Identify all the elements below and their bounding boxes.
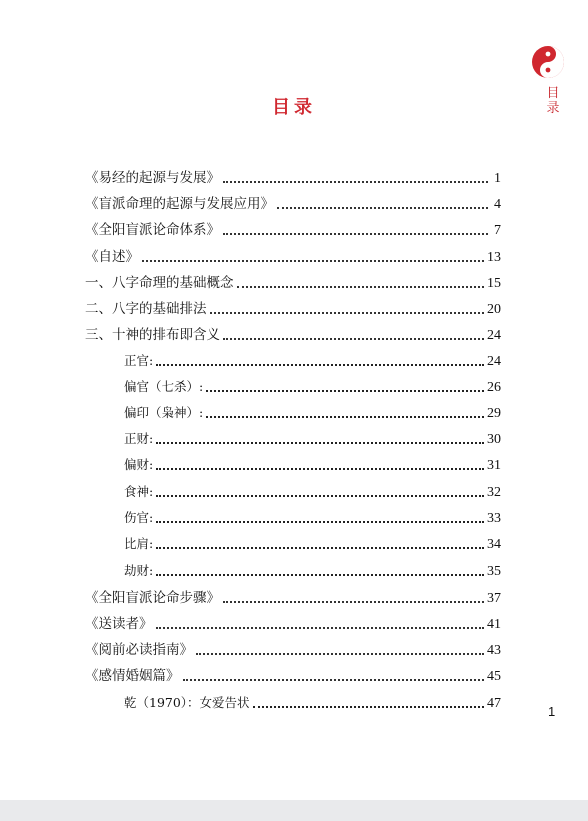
toc-entry-label: 一、八字命理的基础概念 (85, 275, 234, 291)
toc-leader-dots (156, 442, 484, 444)
toc-entry-label: 偏印（枭神）: (124, 405, 204, 420)
toc-entry-label: 《盲派命理的起源与发展应用》 (85, 196, 274, 212)
toc-entry-page: 32 (487, 485, 501, 500)
toc-entry-label: 正官: (124, 353, 154, 368)
toc-leader-dots (223, 233, 488, 235)
toc-entry-page: 1 (494, 171, 501, 186)
toc-entry[interactable] (85, 247, 501, 267)
toc-leader-dots (156, 364, 484, 366)
toc-entry-page: 37 (487, 591, 501, 606)
toc-entry[interactable] (124, 403, 501, 423)
toc-leader-dots (156, 495, 484, 497)
toc-entry[interactable] (124, 508, 501, 528)
page-number: 1 (548, 704, 556, 719)
toc-entry-page: 43 (487, 643, 501, 658)
toc-leader-dots (223, 181, 488, 183)
toc-entry-page: 31 (487, 458, 501, 473)
toc-entry-page: 24 (487, 354, 501, 369)
side-label-char-2: 录 (546, 101, 560, 116)
toc-entry-label: 《感情婚姻篇》 (85, 668, 180, 684)
toc-entry-label: 正财: (124, 431, 154, 446)
toc-entry[interactable] (85, 640, 501, 660)
toc-entry-page: 30 (487, 432, 501, 447)
toc-leader-dots (206, 416, 484, 418)
side-label-char-1: 目 (546, 86, 560, 101)
toc-leader-dots (210, 312, 485, 314)
toc-leader-dots (156, 547, 484, 549)
toc-entry[interactable] (85, 614, 501, 634)
toc-entry[interactable] (124, 534, 501, 554)
toc-leader-dots (223, 601, 484, 603)
toc-leader-dots (156, 627, 485, 629)
toc-entry-label: 伤官: (124, 510, 154, 525)
toc-entry[interactable] (124, 455, 501, 475)
toc-entry[interactable] (124, 351, 501, 371)
toc-entry-label: 乾（1970）：女爱告状 (124, 695, 250, 710)
toc-entry-page: 24 (487, 328, 501, 343)
toc-entry-page: 47 (487, 696, 501, 711)
toc-entry[interactable] (85, 588, 501, 608)
toc-entry-page: 26 (487, 380, 501, 395)
page-title: 目录 (272, 97, 316, 118)
toc-entry-label: 《易经的起源与发展》 (85, 170, 220, 186)
toc-entry-label: 《阅前必读指南》 (85, 642, 193, 658)
toc-entry-page: 20 (487, 302, 501, 317)
toc-entry[interactable] (85, 666, 501, 686)
toc-entry[interactable] (124, 693, 501, 713)
toc-leader-dots (156, 521, 484, 523)
toc-entry-label: 比肩: (124, 536, 154, 551)
toc-leader-dots (183, 679, 485, 681)
toc-leader-dots (156, 468, 484, 470)
toc-entry-page: 33 (487, 511, 501, 526)
toc-entry-label: 《自述》 (85, 249, 139, 265)
toc-entry-label: 三、十神的排布即含义 (85, 327, 220, 343)
toc-entry-label: 食神: (124, 484, 154, 499)
toc-leader-dots (237, 286, 485, 288)
toc-entry-page: 4 (494, 197, 501, 212)
toc-entry-label: 偏财: (124, 457, 154, 472)
toc-entry-label: 劫财: (124, 563, 154, 578)
toc-entry[interactable] (85, 273, 501, 293)
toc-entry-label: 偏官（七杀）: (124, 379, 204, 394)
toc-leader-dots (196, 653, 484, 655)
toc-entry[interactable] (85, 194, 501, 214)
toc-leader-dots (142, 260, 484, 262)
toc-entry-page: 29 (487, 406, 501, 421)
toc-entry-label: 《全阳盲派论命步骤》 (85, 590, 220, 606)
toc-leader-dots (277, 207, 488, 209)
toc-entry-page: 41 (487, 617, 501, 632)
toc-entry[interactable] (124, 482, 501, 502)
toc-entry-page: 35 (487, 564, 501, 579)
toc-leader-dots (206, 390, 484, 392)
yin-yang-icon (530, 44, 566, 80)
toc-entry-page: 45 (487, 669, 501, 684)
toc-entry[interactable] (124, 429, 501, 449)
toc-leader-dots (156, 574, 484, 576)
toc-leader-dots (253, 706, 484, 708)
toc-entry-label: 二、八字的基础排法 (85, 301, 207, 317)
toc-entry[interactable] (124, 377, 501, 397)
viewer-bottom-bar (0, 800, 588, 821)
toc-leader-dots (223, 338, 484, 340)
toc-entry[interactable] (85, 220, 501, 240)
toc-entry-page: 34 (487, 537, 501, 552)
toc-entry-page: 13 (487, 250, 501, 265)
toc-entry-label: 《送读者》 (85, 616, 153, 632)
toc-entry[interactable] (124, 561, 501, 581)
toc-entry-page: 7 (494, 223, 501, 238)
toc-entry-label: 《全阳盲派论命体系》 (85, 222, 220, 238)
toc-entry[interactable] (85, 168, 501, 188)
toc-entry[interactable] (85, 299, 501, 319)
toc-entry-page: 15 (487, 276, 501, 291)
toc-entry[interactable] (85, 325, 501, 345)
